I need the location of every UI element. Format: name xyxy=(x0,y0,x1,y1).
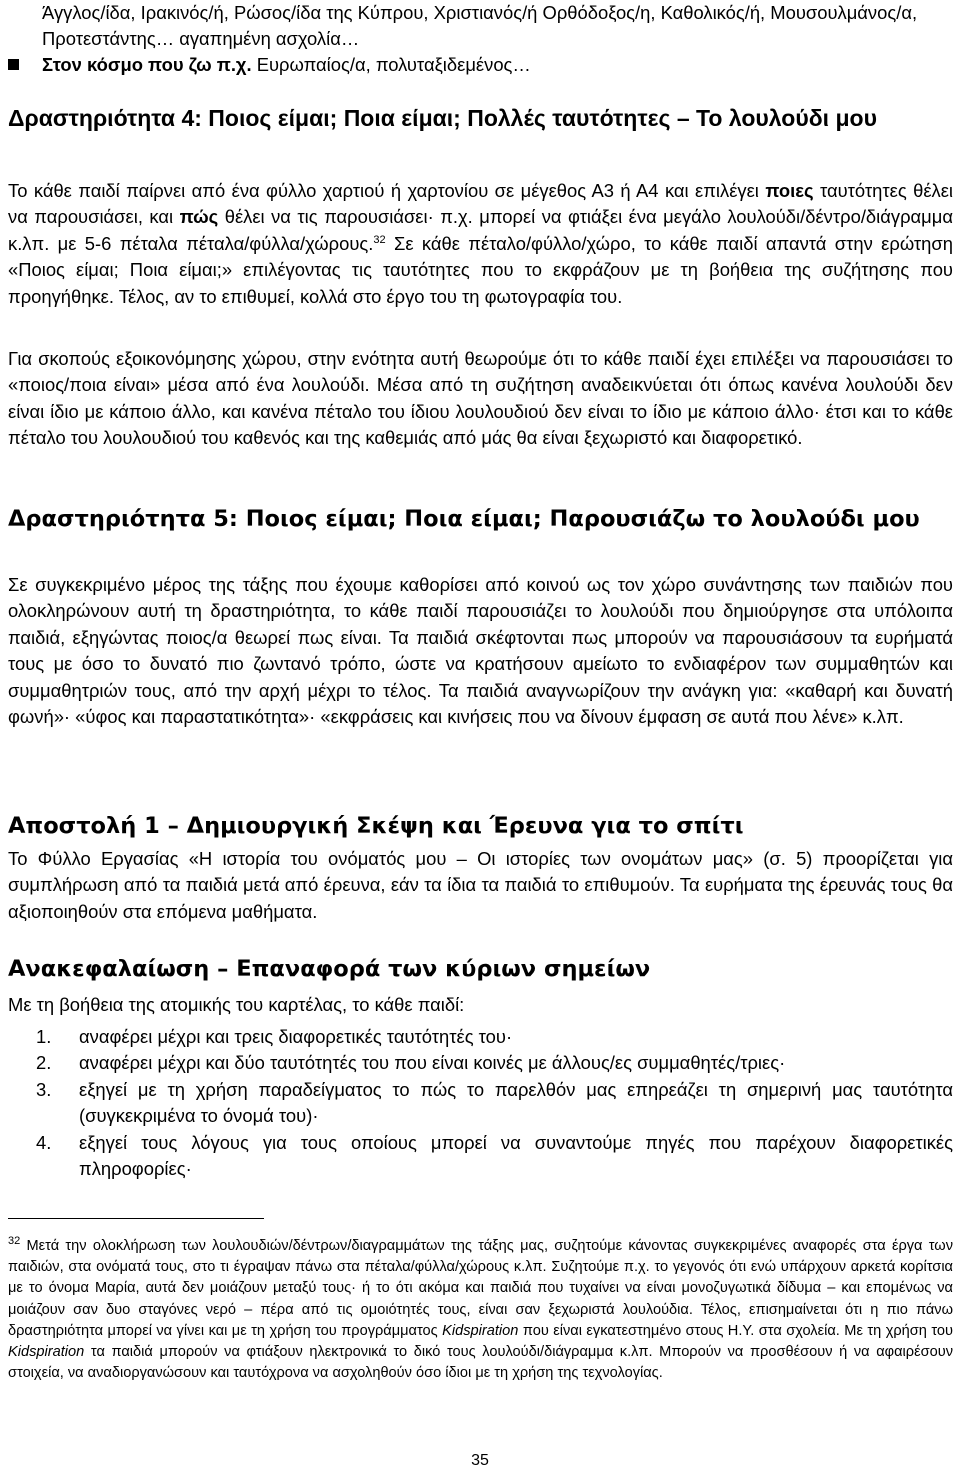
list-item: 4. εξηγεί τους λόγους για τους οποίους μπορεί να συναντούμε πηγές που παρέχουν διαφορετικές πληροφορίες· xyxy=(36,1131,953,1180)
summary-intro: Με τη βοήθεια της ατομικής του καρτέλας, το κάθε παιδί: xyxy=(8,994,465,1015)
mission1-heading: Αποστολή 1 – Δημιουργική Σκέψη και Έρευνα για το σπίτι xyxy=(8,813,744,839)
bullet-bold-text: Στον κόσμο που ζω π.χ. xyxy=(42,54,252,75)
summary-list xyxy=(8,1024,953,1182)
square-bullet-icon xyxy=(8,59,19,70)
footnote: $^{32}$ Μετά την ολοκλήρωση των λουλουδιών/δέντρων/διαγραμμάτων της τάξης μας, συζητούμε κάνοντας συγκεκριμένες αναφορές στα έργα των παιδιών, στα ονόματά τους, στο τι έγραψαν πάνω στα πέταλα/φύλλα/χώρους κ.λπ. Συζητούμε π.χ. το γεγονός ότι ενώ υπάρχουν αρκετά κορίτσια με το όνομα Μαρία, αυτά δεν μοιάζουν μεταξύ τους· ή το ότι ακόμα και παιδιά που τυχαίνει να είναι μονοζυγωτικά δίδυμα – και επομένως να μοιάζουν σαν δυο σταγόνες νερό – πέρα από τις ομοιότητές τους, είναι σαν ξεχωριστά λουλούδια. Τέλος, επισημαίνεται ότι η πιο πάνω δραστηριότητα μπορεί να γίνει και με τη χρήση του προγράμματος Kidspiration που είναι εγκατεστημένο στους Η.Υ. στα σχολεία. Με τη χρήση του Kidspiration τα παιδιά μπορούν να φτιάξουν ηλεκτρονικά το δικό τους λουλούδι/διάγραμμα κ.λπ. Μπορούν να προσθέσουν ή να αφαιρέσουν στοιχεία, να αναδιοργανώσουν και ταυτόχρονα να ασχοληθούν όσο ίδιοι με τη χρήση της τεχνολογίας. xyxy=(8,1235,953,1382)
bullet-rest-text: Ευρωπαίος/α, πολυταξιδεμένος… xyxy=(251,54,531,75)
footnote-ref: 32 xyxy=(373,233,386,246)
mission1-paragraph: Το Φύλλο Εργασίας «Η ιστορία του ονόματός μου – Οι ιστορίες των ονομάτων μας» (σ. 5) προορίζεται για συμπλήρωση από τα παιδιά μετά από έρευνα, εάν τα ίδια τα παιδιά το επιθυμούν. Τα ευρήματα της έρευνάς τους θα αξιοποιηθούν στα επόμενα μαθήματα. xyxy=(8,848,953,922)
activity4-heading: Δραστηριότητα 4: Ποιος είμαι; Ποια είμαι; Πολλές ταυτότητες – Το λουλούδι μου xyxy=(8,105,877,131)
footnote-divider xyxy=(8,1218,264,1219)
activity4-paragraph-1: Το κάθε παιδί παίρνει από ένα φύλλο χαρτιού ή χαρτονίου σε μέγεθος Α3 ή Α4 και επιλέγει ποιες ταυτότητες θέλει να παρουσιάσει, και πώς θέλει να τις παρουσιάσει· π.χ. μπορεί να φτιάξει ένα μεγάλο λουλούδι/δέντρο/διάγραμμα κ.λπ. με 5-6 πέταλα πέταλα/φύλλα/χώρους.$^{32}$ Σε κάθε πέταλο/φύλλο/χώρο, το κάθε παιδί απαντά στην ερώτηση «Ποιος είμαι; Ποια είμαι;» επιλέγοντας τις ταυτότητες που το εκφράζουν με τη βοήθεια της συζήτησης που προηγήθηκε. Τέλος, αν το επιθυμεί, κολλά στο έργο του τη φωτογραφία του. xyxy=(8,180,954,307)
summary-heading: Ανακεφαλαίωση – Επαναφορά των κύριων σημείων xyxy=(8,956,651,982)
list-item: 3. εξηγεί με τη χρήση παραδείγματος το πώς το παρελθόν μας επηρεάζει τη σημερινή μας ταυτότητα (συγκεκριμένα το όνομά του)· xyxy=(36,1078,953,1127)
footnote-number: 32 xyxy=(8,1235,21,1248)
bullet-text xyxy=(42,52,531,78)
activity5-paragraph: Σε συγκεκριμένο μέρος της τάξης που έχουμε καθορίσει από κοινού ως τον χώρο συνάντησης των παιδιών που ολοκληρώνουν αυτή τη δραστηριότητα, το κάθε παιδί παρουσιάζει το λουλούδι που δημιούργησε στα υπόλοιπα παιδιά, εξηγώντας ποιος/α θεωρεί πως είναι. Τα παιδιά σκέφτονται πως μπορούν να παρουσιάσουν τα ευρήματά τους με όσο το δυνατό πιο ζωντανό τρόπο, ώστε να κρατήσουν αμείωτο το ενδιαφέρον των συμμαθητών και συμμαθητριών τους, από την αρχή μέχρι το τέλος. Τα παιδιά αναγνωρίζουν την ανάγκη για: «καθαρή και δυνατή φωνή»· «ύφος και παραστατικότητα»· «εκφράσεις και κινήσεις που να δίνουν έμφαση σε αυτά που λένε» κ.λπ. xyxy=(8,574,953,728)
activity5-heading: Δραστηριότητα 5: Ποιος είμαι; Ποια είμαι; Παρουσιάζω το λουλούδι μου xyxy=(8,506,920,532)
list-item: 2. αναφέρει μέχρι και δύο ταυτότητές του που είναι κοινές με άλλους/ες συμμαθητές/τριες· xyxy=(36,1052,786,1074)
list-item: 1. αναφέρει μέχρι και τρεις διαφορετικές ταυτότητές του· xyxy=(36,1026,513,1047)
activity4-paragraph-2: Για σκοπούς εξοικονόμησης χώρου, στην ενότητα αυτή θεωρούμε ότι το κάθε παιδί έχει επιλέξει να παρουσιάσει το «ποιος/ποια είναι» μέσα από ένα λουλούδι. Μέσα από τη συζήτηση αναδεικνύεται ότι όπως κανένα λουλούδι δεν είναι ίδιο με κάποιο άλλο, και κανένα πέταλο του ίδιου λουλουδιού δεν είναι το ίδιο με κάποιο άλλο· έτσι και το κάθε πέταλο του λουλουδιού του καθενός και της καθεμιάς από μάς θα είναι ξεχωριστό και διαφορετικό. xyxy=(8,348,953,449)
page-number: 35 xyxy=(471,1452,489,1469)
continued-text: Άγγλος/ίδα, Ιρακινός/ή, Ρώσος/ίδα της Κύπρου, Χριστιανός/ή Ορθόδοξος/η, Καθολικός/ή, Μουσουλμάνος/α, Προτεστάντης… αγαπημένη ασχολία… xyxy=(42,2,918,49)
